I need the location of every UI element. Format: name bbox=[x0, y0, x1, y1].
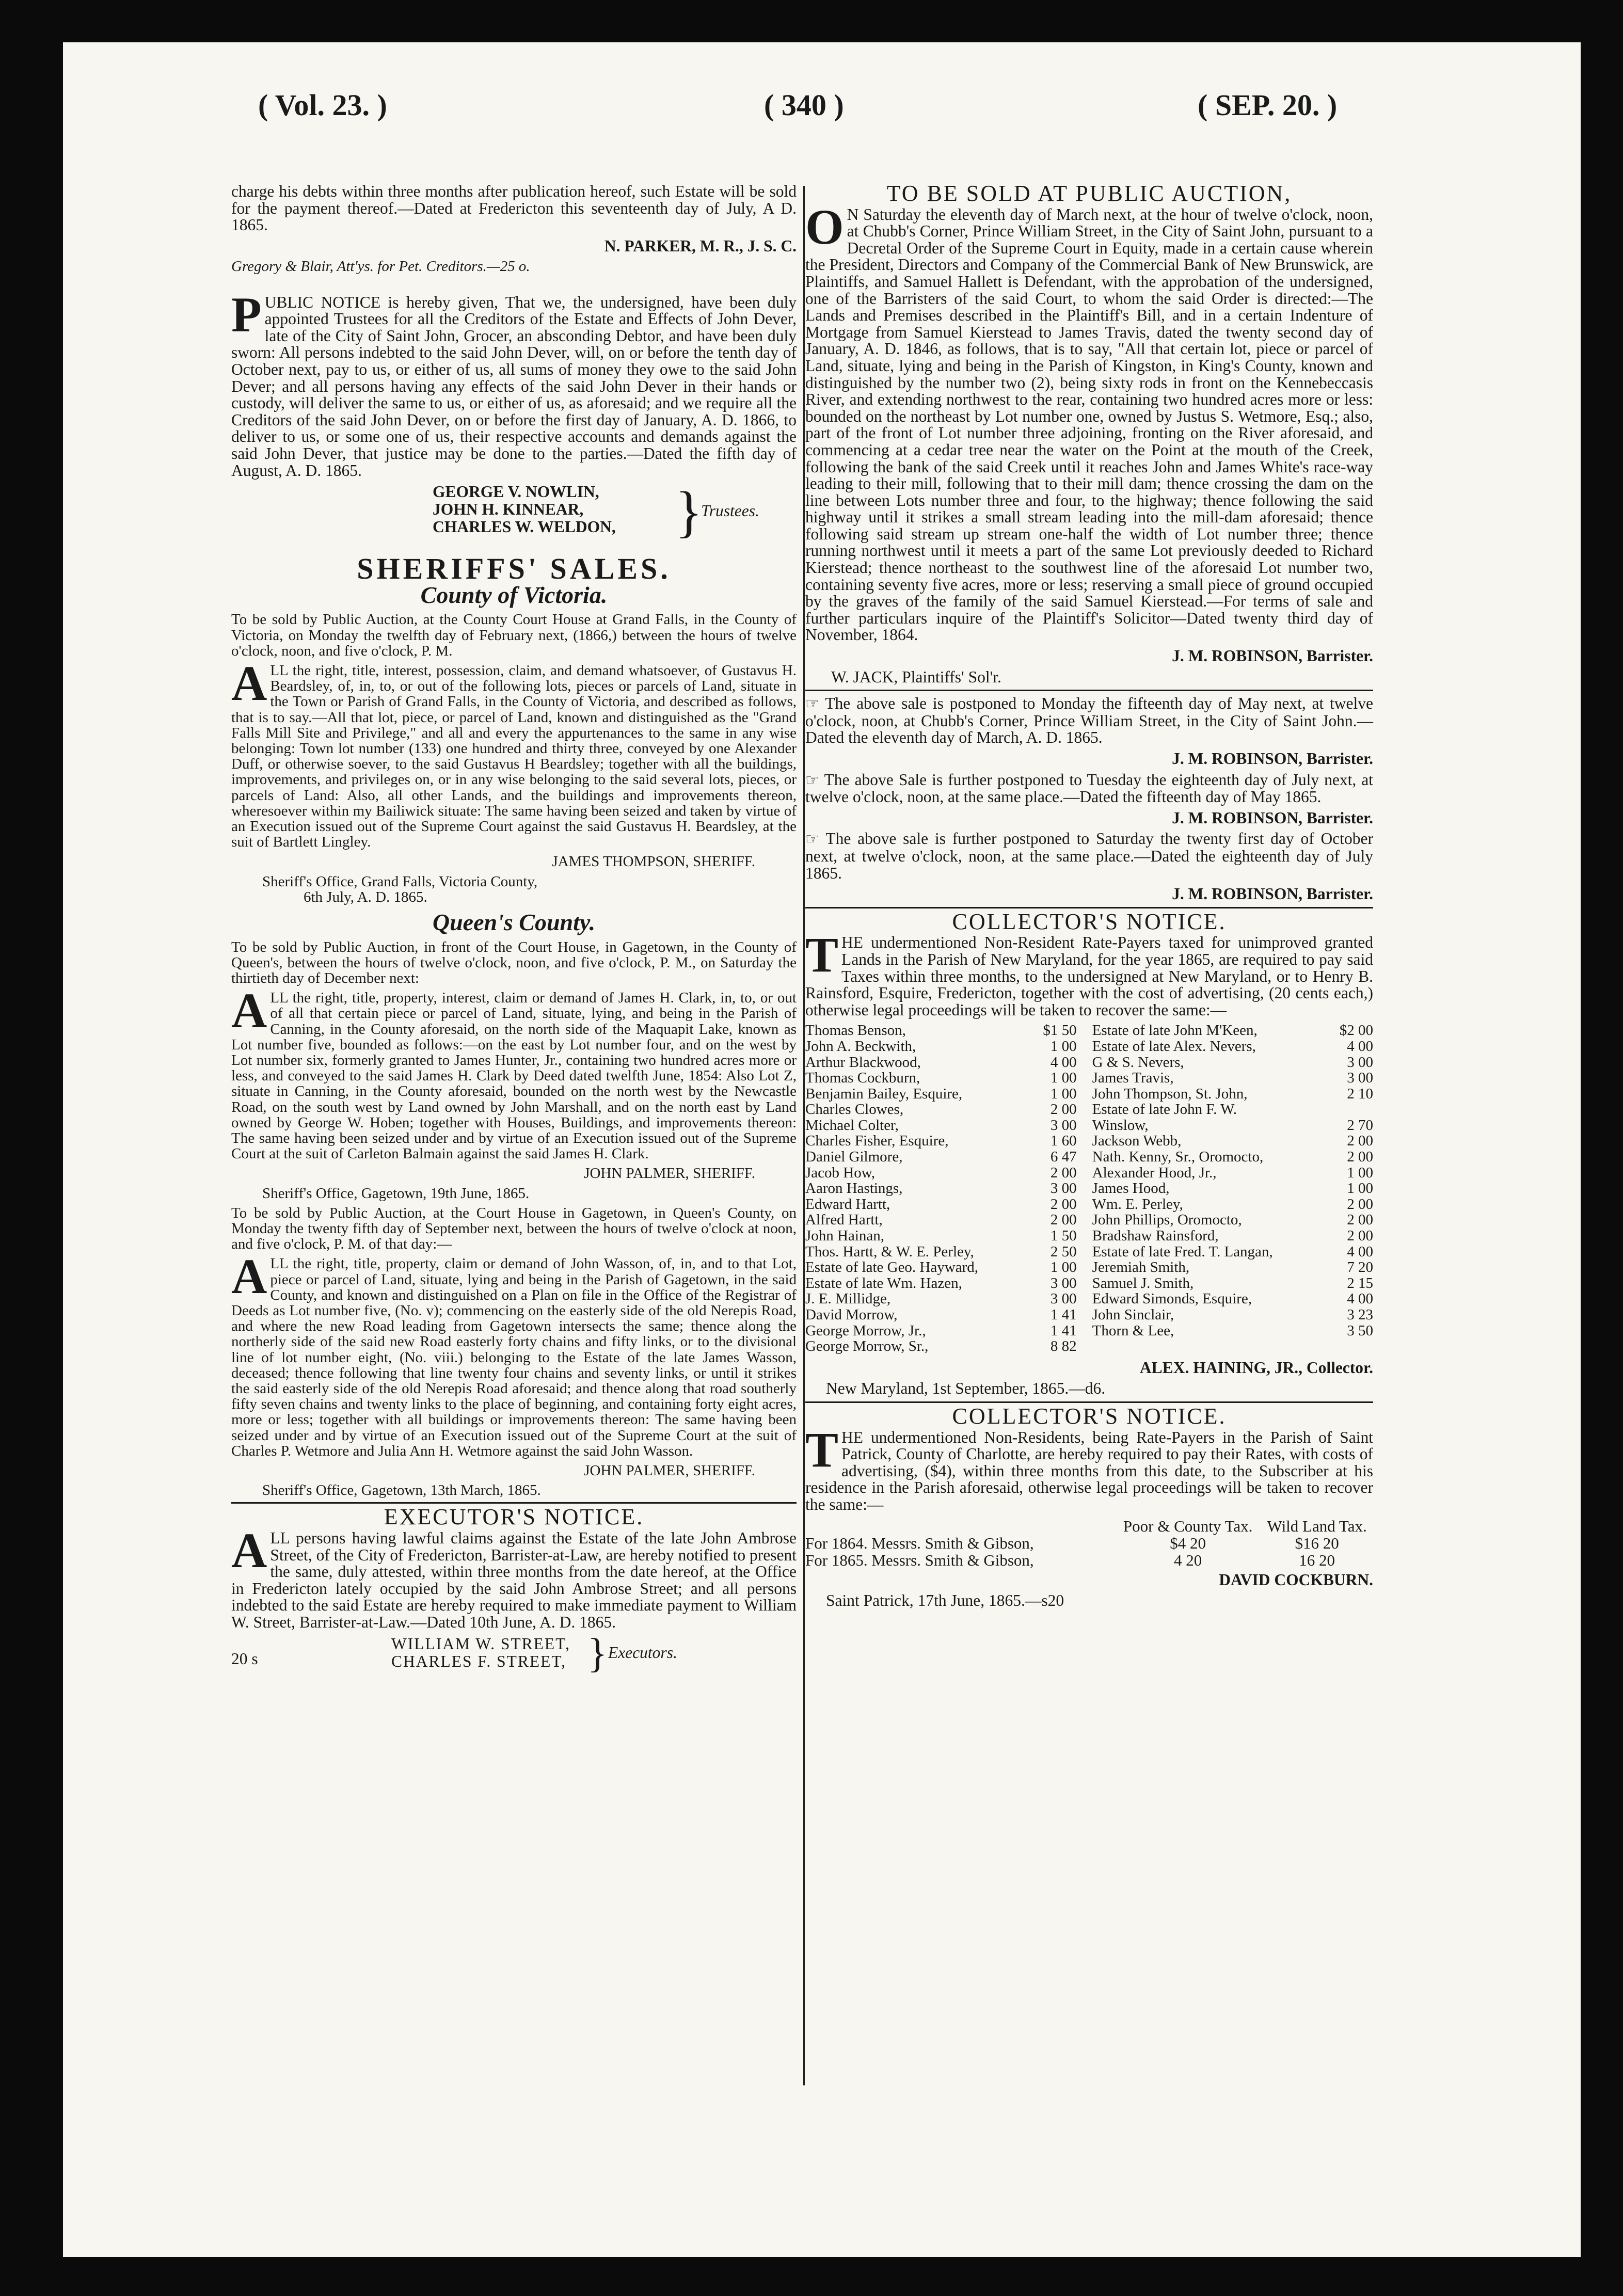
queens-sale2-body: ALL the right, title, property, claim or demand of John Wasson, of, in, and to that Lot, piece or parcel of Land, situate, lying and being in the Parish of Gagetown, in the said County, and known and distinguished on a Plan on file in the Office of the Registrar of Deeds as Lot number five, (No. v); commencing on the easterly side of the old Nerepis Road, and where the new Road leading from Gagetown intersects the same; thence along the northerly side of the said new Road easterly forty chains and fifty links, or to the divisional line of lot number eight, (No. viii.) belonging to the Estate of the late James Wasson, deceased; thence following that line twenty four chains and seventy links, or until it strikes the said easterly side of the old Nerepis Road aforesaid; and thence along that road southerly fifty seven chains and twenty links to the place of beginning, and containing forty eight acres, more or less; together with all buildings or improvements thereon: The same having been seized under and by virtue of an Execution issued out of the Supreme Court at the suit of Charles P. Wetmore and Julia Ann H. Wetmore against the said John Wasson. bbox=[231, 1249, 797, 1459]
tax-amount-cell: 1 00 bbox=[1050, 1070, 1077, 1087]
taxpayer-name-cell: John A. Beckwith, bbox=[805, 1038, 916, 1055]
taxpayer-name-cell: Samuel J. Smith, bbox=[1092, 1274, 1194, 1292]
collector-1-date: New Maryland, 1st September, 1865.—d6. bbox=[826, 1379, 1106, 1398]
tax-amount-cell: 1 00 bbox=[1347, 1180, 1373, 1197]
taxpayer-name-cell: Charles Fisher, Esquire, bbox=[805, 1133, 949, 1150]
tax-amount-cell bbox=[1316, 1102, 1373, 1118]
table-row bbox=[805, 1535, 1373, 1552]
table-spacer bbox=[1077, 1070, 1092, 1086]
victoria-sheriff-office: Sheriff's Office, Grand Falls, Victoria County, bbox=[262, 873, 538, 890]
taxpayer-name-cell: Jackson Webb, bbox=[1092, 1133, 1182, 1150]
tax-amount-cell: 3 00 bbox=[1050, 1290, 1077, 1308]
tax-amount-cell bbox=[1316, 1338, 1373, 1354]
saint-patrick-tax-table bbox=[805, 1518, 1373, 1569]
taxpayer-name-cell: Benjamin Bailey, Esquire, bbox=[805, 1085, 963, 1102]
table-row bbox=[805, 1228, 1373, 1244]
taxpayer-name-cell: Estate of late Geo. Hayward, bbox=[805, 1259, 978, 1276]
taxpayer-name-cell: Estate of late Wm. Hazen, bbox=[805, 1274, 962, 1292]
victoria-sale-intro: To be sold by Public Auction, at the County Court House at Grand Falls, in the County of Victoria, on Monday the twelfth day of February next, (1866,) between the hours of twelve o'clock, noon, and five o'clock, P. M. bbox=[231, 611, 797, 659]
table-row bbox=[805, 1197, 1373, 1213]
tax-amount-cell: 6 47 bbox=[1050, 1149, 1077, 1166]
tax-amount-cell: 1 41 bbox=[1050, 1306, 1077, 1323]
taxpayer-name-cell: George Morrow, Jr., bbox=[805, 1322, 926, 1339]
tax-amount-cell: 4 00 bbox=[1347, 1038, 1373, 1055]
parker-signature: N. PARKER, M. R., J. S. C. bbox=[604, 236, 797, 255]
table-spacer bbox=[1077, 1259, 1092, 1275]
table-spacer bbox=[1077, 1055, 1092, 1071]
divider bbox=[805, 690, 1373, 691]
taxpayer-name-cell: James Travis, bbox=[1092, 1070, 1174, 1087]
taxpayer-name-cell: Thos. Hartt, & W. E. Perley, bbox=[805, 1243, 974, 1260]
taxpayer-name-cell: Thorn & Lee, bbox=[1092, 1322, 1174, 1339]
table-spacer bbox=[1077, 1181, 1092, 1197]
executor-notice-code: 20 s bbox=[231, 1649, 258, 1668]
tax-amount-cell: 1 41 bbox=[1050, 1322, 1077, 1339]
dever-trustees-notice: PUBLIC NOTICE is hereby given, That we, the undersigned, have been duly appointed Trustees for all the Creditors of the Estate and Effects of John Dever, late of the City of Saint John, Grocer, an absconding Debtor, and have been duly sworn: All persons indebted to the said John Dever, will, on or before the tenth day of October next, pay to us, or either of us, all sums of money they owe to the said John Dever; and all persons having any effects of the said John Dever in their hands or custody, will deliver the same to us, or either of us, as aforesaid; and we require all the Creditors of the said John Dever, on or before the first day of January, A. D. 1866, to deliver to us, or some one of us, their respective accounts and demands against the said John Dever, that justice may be done to the parties.—Dated the fifth day of August, A. D. 1865. bbox=[231, 286, 797, 480]
table-spacer bbox=[1077, 1165, 1092, 1181]
tax-amount-cell: 7 20 bbox=[1347, 1259, 1373, 1276]
tax-amount-cell: $2 00 bbox=[1339, 1022, 1373, 1039]
parker-attorneys: Gregory & Blair, Att'ys. for Pet. Creditors.—25 o. bbox=[231, 258, 530, 275]
taxpayer-name-cell: Thomas Cockburn, bbox=[805, 1070, 920, 1087]
queens-sale1-intro: To be sold by Public Auction, in front of the Court House, in Gagetown, in the County of Queen's, between the hours of twelve o'clock, noon, and five o'clock, P. M., on Saturday the thirtieth day of December next: bbox=[231, 938, 797, 986]
taxpayer-name-cell: G & S. Nevers, bbox=[1092, 1054, 1184, 1071]
pointing-hand-icon: ☞ bbox=[805, 695, 825, 713]
queens-sale1-body: ALL the right, title, property, interest, claim or demand of James H. Clark, in, to, or out of all that certain piece or parcel of Land, situate, lying, and being in the Parish of Canning, in the County aforesaid, on the north side of the Maquapit Lake, known as Lot number five, bounded as follows:—on the east by Lot number four, and on the west by Lot number six, formerly granted to James Hunter, Jr., containing two hundred acres more or less, and conveyed to the said James H. Clark by Deed dated twelfth June, 1854: Also Lot Z, situate in Canning, in the County aforesaid, bounded on the north west by the Newcastle Road, on the south west by Land owned by John Marshall, and on the north east by Land owned by George W. Hoben; together with Houses, Buildings, and improvements thereon: The same having been seized under and by virtue of an Execution issued out of the Supreme Court at the suit of Carleton Balmain against the said James H. Clark. bbox=[231, 983, 797, 1162]
tax-amount-cell: 4 00 bbox=[1050, 1054, 1077, 1071]
tax-amount-cell: 1 00 bbox=[1050, 1085, 1077, 1102]
tax-amount-cell: 1 00 bbox=[1347, 1164, 1373, 1181]
table-cell: 4 20 bbox=[1174, 1551, 1202, 1569]
table-cell: $4 20 bbox=[1170, 1534, 1206, 1552]
county-victoria-heading: County of Victoria. bbox=[420, 581, 608, 608]
taxpayer-name-cell: Michael Colter, bbox=[805, 1117, 899, 1134]
taxpayer-name-cell: Thomas Benson, bbox=[805, 1022, 906, 1039]
table-spacer bbox=[1077, 1197, 1092, 1213]
table-row bbox=[805, 1181, 1373, 1197]
taxpayer-name-cell: John Sinclair, bbox=[1092, 1306, 1174, 1323]
collector-notice-2-body: THE undermentioned Non-Residents, being Rate-Payers in the Parish of Saint Patrick, County of Charlotte, are hereby required to pay their Rates, with costs of advertising, ($4), within three months from this date, to the Subscriber at his residence in the Parish aforesaid, otherwise legal proceedings will be taken to recover the same:— bbox=[805, 1422, 1373, 1513]
column-header: Poor & County Tax. bbox=[1123, 1517, 1253, 1535]
table-row bbox=[805, 1039, 1373, 1055]
table-row bbox=[805, 1307, 1373, 1323]
tax-amount-cell: 3 00 bbox=[1347, 1070, 1373, 1087]
tax-amount-cell: 2 00 bbox=[1050, 1195, 1077, 1213]
tax-amount-cell: 1 50 bbox=[1050, 1227, 1077, 1245]
taxpayer-name-cell: Jacob How, bbox=[805, 1164, 876, 1181]
tax-amount-cell: 4 00 bbox=[1347, 1243, 1373, 1260]
queens-sale2-office: Sheriff's Office, Gagetown, 13th March, 1865. bbox=[262, 1482, 541, 1499]
volume-header: ( Vol. 23. ) bbox=[258, 88, 387, 122]
pointing-hand-icon: ☞ bbox=[805, 831, 826, 848]
taxpayer-name-cell: John Phillips, Oromocto, bbox=[1092, 1211, 1242, 1229]
tax-amount-cell: 2 00 bbox=[1347, 1195, 1373, 1213]
table-cell: $16 20 bbox=[1295, 1534, 1339, 1552]
collector-notice-heading-1: COLLECTOR'S NOTICE. bbox=[952, 908, 1227, 934]
sheriffs-sales-heading: SHERIFFS' SALES. bbox=[357, 552, 671, 586]
table-row bbox=[805, 1552, 1373, 1569]
taxpayer-name-cell: David Morrow, bbox=[805, 1306, 898, 1323]
tax-amount-cell: $1 50 bbox=[1043, 1022, 1077, 1039]
victoria-sheriff-signature: JAMES THOMPSON, SHERIFF. bbox=[552, 853, 755, 870]
taxpayer-name-cell: Bradshaw Rainsford, bbox=[1092, 1227, 1219, 1245]
taxpayer-name-cell: Arthur Blackwood, bbox=[805, 1054, 921, 1071]
table-spacer bbox=[1077, 1118, 1092, 1134]
divider bbox=[805, 907, 1373, 908]
table-row bbox=[805, 1133, 1373, 1149]
table-row bbox=[805, 1323, 1373, 1339]
victoria-sale-body: ALL the right, title, interest, possession, claim, and demand whatsoever, of Gustavus H. Beardsley, of, in, to, or out of the following lots, pieces or parcels of Land, situate in the Town or Parish of Grand Falls, in the County of Victoria, and described as follows, that is to say.—All that lot, piece, or parcel of Land, known and distinguished as the "Grand Falls Mill Site and Privilege," and all and every the appurtenances to the same in any wise belonging: Town lot number (133) one hundred and thirty three, conveyed by one Alexander Duff, or otherwise soever, to the said Gustavus H Beardsley; together with all the buildings, improvements, and privileges on, or in any wise belonging to the said several lots, pieces, or parcels of Land: Also, all other Lands, and the buildings and improvements thereon, wheresoever within my Bailiwick situate: The same having been seized and taken by virtue of an Execution issued out of the Supreme Court against the said Gustavus H. Beardsley, at the suit of Bartlett Lingley. bbox=[231, 655, 797, 851]
tax-amount-cell: 2 00 bbox=[1347, 1149, 1373, 1166]
table-row bbox=[805, 1275, 1373, 1292]
table-spacer bbox=[1077, 1149, 1092, 1165]
taxpayer-name-cell: Daniel Gilmore, bbox=[805, 1149, 903, 1166]
collector-1-signature: ALEX. HAINING, JR., Collector. bbox=[1139, 1358, 1373, 1377]
taxpayer-name-cell: Alexander Hood, Jr., bbox=[1092, 1164, 1217, 1181]
tax-amount-cell: 2 00 bbox=[1050, 1164, 1077, 1181]
table-row bbox=[805, 1086, 1373, 1102]
postponement-3-signature: J. M. ROBINSON, Barrister. bbox=[1172, 885, 1373, 903]
queens-sale2-signature: JOHN PALMER, SHERIFF. bbox=[584, 1462, 755, 1479]
postponement-1-signature: J. M. ROBINSON, Barrister. bbox=[1172, 750, 1373, 768]
table-spacer bbox=[1077, 1323, 1092, 1339]
taxpayer-name-cell: Estate of late John M'Keen, bbox=[1092, 1022, 1258, 1039]
table-row bbox=[805, 1070, 1373, 1086]
tax-amount-cell: 1 00 bbox=[1050, 1038, 1077, 1055]
tax-amount-cell: 3 00 bbox=[1050, 1117, 1077, 1134]
right-column bbox=[805, 183, 1373, 1614]
taxpayer-name-cell: Charles Clowes, bbox=[805, 1101, 904, 1118]
collector-2-signature: DAVID COCKBURN. bbox=[1219, 1570, 1373, 1589]
executors-label: Executors. bbox=[608, 1643, 677, 1662]
executors-notice-body: ALL persons having lawful claims against the Estate of the late John Ambrose Street, of the City of Fredericton, Barrister-at-Law, are hereby notified to present the same, duly attested, within three months from the date hereof, at the Office in Fredericton lately occupied by the said John Ambrose Street; and all persons indebted to the said Estate are hereby required to make immediate payment to William W. Street, Barrister-at-Law.—Dated 10th June, A. D. 1865. bbox=[231, 1523, 797, 1632]
taxpayer-name-cell: George Morrow, Sr., bbox=[805, 1338, 929, 1355]
collector-2-date: Saint Patrick, 17th June, 1865.—s20 bbox=[826, 1591, 1064, 1610]
table-spacer bbox=[1077, 1228, 1092, 1244]
taxpayer-name-cell: Estate of late John F. W. bbox=[1092, 1101, 1237, 1118]
taxpayer-name-cell: Alfred Hartt, bbox=[805, 1211, 883, 1229]
tax-amount-cell: 3 23 bbox=[1347, 1306, 1373, 1323]
brace-glyph: } bbox=[587, 1630, 608, 1676]
table-spacer bbox=[1077, 1244, 1092, 1260]
table-spacer bbox=[1077, 1275, 1092, 1292]
tax-amount-cell: 2 00 bbox=[1050, 1101, 1077, 1118]
table-cell: For 1864. Messrs. Smith & Gibson, bbox=[805, 1534, 1034, 1552]
divider bbox=[231, 1502, 797, 1504]
table-row bbox=[805, 1118, 1373, 1134]
divider bbox=[805, 1401, 1373, 1403]
tax-amount-cell: 3 00 bbox=[1050, 1274, 1077, 1292]
table-spacer bbox=[1077, 1086, 1092, 1102]
tax-amount-cell: 2 00 bbox=[1347, 1227, 1373, 1245]
postponement-2-signature: J. M. ROBINSON, Barrister. bbox=[1172, 808, 1373, 827]
executor-name: CHARLES F. STREET, bbox=[391, 1652, 567, 1670]
table-spacer bbox=[1077, 1133, 1092, 1149]
queens-county-heading: Queen's County. bbox=[432, 908, 596, 935]
table-cell: 16 20 bbox=[1299, 1551, 1335, 1569]
parker-notice-text: charge his debts within three months after publication hereof, such Estate will be sold for the payment thereof.—Dated at Fredericton this seventeenth day of July, A D. 1865. bbox=[231, 182, 797, 234]
tax-amount-cell: 3 50 bbox=[1347, 1322, 1373, 1339]
auction-body: ON Saturday the eleventh day of March next, at the hour of twelve o'clock, noon, at Chubb's Corner, Prince William Street, in the City of Saint John, pursuant to a Decretal Order of the Supreme Court in Equity, made in a certain cause wherein the President, Directors and Company of the Commercial Bank of New Brunswick, are Plaintiffs, and Samuel Hallett is Defendant, with the approbation of the undersigned, one of the Barristers of the said Court, to whom the said Order is directed:—The Lands and Premises described in the Plaintiff's Bill, and in a certain Indenture of Mortgage from Samuel Kierstead to James Travis, dated the twenty second day of January, A. D. 1846, as follows, that is to say, "All that certain lot, piece or parcel of Land, situate, lying and being in the Parish of Kingston, in King's County, known and distinguished by the number two (2), being sixty rods in front on the Kennebeccasis River, and extending northwest to the rear, containing two hundred acres more or less: bounded on the northeast by Lot number one, owned by Justus S. Wetmore, Esq.; also, part of the front of Lot number three adjoining, fronting on the River aforesaid, and commencing at a cedar tree near the water on the Point at the mouth of the Creek, following the bank of the said Creek until it reaches John and James White's race-way leading to their mill, following that to their mill dam; thence crossing the dam on the line between Lots number three and four, to the highway; thence following the said highway until it strikes a small stream leading into the mill-dam aforesaid; thence following said stream up stream one-half the width of Lot number three; thence running northwest until it meets a part of the same Lot previously deeded to Richard Kierstead; thence northeast to the southwest line of the aforesaid Lot number two, containing seventy five acres, more or less; reserving a small piece of ground occupied by the graves of the family of the said Samuel Kierstead.—For terms of sale and further particulars inquire of the Plaintiff's Solicitor—Dated twenty third day of November, 1864. bbox=[805, 199, 1373, 644]
taxpayer-name-cell: Nath. Kenny, Sr., Oromocto, bbox=[1092, 1149, 1264, 1166]
taxpayer-name-cell: Estate of late Alex. Nevers, bbox=[1092, 1038, 1256, 1055]
tax-amount-cell: 2 00 bbox=[1050, 1211, 1077, 1229]
brace-glyph: } bbox=[675, 480, 703, 544]
trustee-name: GEORGE V. NOWLIN, bbox=[433, 483, 599, 501]
taxpayer-name-cell: Edward Hartt, bbox=[805, 1195, 890, 1213]
tax-amount-cell: 2 10 bbox=[1347, 1085, 1373, 1102]
pointing-hand-icon: ☞ bbox=[805, 771, 824, 789]
tax-amount-cell: 3 00 bbox=[1347, 1054, 1373, 1071]
table-row bbox=[805, 1165, 1373, 1181]
page-number-header: ( 340 ) bbox=[764, 88, 844, 122]
tax-amount-cell: 2 15 bbox=[1347, 1274, 1373, 1292]
new-maryland-tax-table bbox=[805, 1023, 1373, 1354]
trustees-label: Trustees. bbox=[701, 502, 759, 520]
table-spacer bbox=[1077, 1023, 1092, 1039]
executor-name: WILLIAM W. STREET, bbox=[391, 1634, 570, 1653]
table-spacer bbox=[1077, 1102, 1092, 1118]
queens-sale2-intro: To be sold by Public Auction, at the Court House in Gagetown, in Queen's County, on Monday the twenty fifth day of September next, between the hours of twelve o'clock at noon, and five o'clock, P. M. of that day:— bbox=[231, 1204, 797, 1253]
taxpayer-name-cell: Edward Simonds, Esquire, bbox=[1092, 1290, 1252, 1308]
table-row bbox=[805, 1023, 1373, 1039]
taxpayer-name-cell: John Hainan, bbox=[805, 1227, 885, 1245]
taxpayer-name-cell: Estate of late Fred. T. Langan, bbox=[1092, 1243, 1273, 1260]
postponement-notice-3: ☞ The above sale is further postponed to Saturday the twenty first day of October next, at twelve o'clock, noon, at the same place.—Dated the eighteenth day of July 1865. bbox=[805, 830, 1373, 882]
table-header-row bbox=[805, 1518, 1373, 1535]
table-spacer bbox=[1077, 1307, 1092, 1323]
postponement-notice-2: ☞ The above Sale is further postponed to Tuesday the eighteenth day of July next, at twelve o'clock, noon, at the same place.—Dated the fifteenth day of May 1865. bbox=[805, 770, 1373, 806]
table-spacer bbox=[1077, 1291, 1092, 1307]
taxpayer-name-cell: Aaron Hastings, bbox=[805, 1180, 903, 1197]
table-cell: For 1865. Messrs. Smith & Gibson, bbox=[805, 1551, 1034, 1569]
victoria-sale-date: 6th July, A. D. 1865. bbox=[304, 888, 427, 905]
queens-sale1-signature: JOHN PALMER, SHERIFF. bbox=[584, 1165, 755, 1182]
tax-amount-cell: 2 00 bbox=[1347, 1133, 1373, 1150]
executors-block bbox=[231, 1630, 797, 1677]
table-row bbox=[805, 1291, 1373, 1307]
auction-signature: J. M. ROBINSON, Barrister. bbox=[1172, 647, 1373, 665]
tax-amount-cell: 2 50 bbox=[1050, 1243, 1077, 1260]
executors-notice-heading: EXECUTOR'S NOTICE. bbox=[384, 1504, 644, 1530]
auction-heading: TO BE SOLD AT PUBLIC AUCTION, bbox=[886, 181, 1292, 206]
tax-amount-cell: 1 00 bbox=[1050, 1259, 1077, 1276]
trustee-name: JOHN H. KINNEAR, bbox=[433, 500, 584, 519]
tax-amount-cell: 3 00 bbox=[1050, 1180, 1077, 1197]
table-spacer bbox=[1077, 1338, 1092, 1354]
auction-solicitor: W. JACK, Plaintiffs' Sol'r. bbox=[831, 667, 1001, 686]
date-header: ( SEP. 20. ) bbox=[1198, 88, 1338, 122]
table-row bbox=[805, 1244, 1373, 1260]
column-header: Wild Land Tax. bbox=[1267, 1517, 1367, 1535]
tax-amount-cell: 2 70 bbox=[1347, 1117, 1373, 1134]
postponement-notice-1: ☞ The above sale is postponed to Monday the fifteenth day of May next, at twelve o'clock, noon, at Chubb's Corner, Prince William Street, in the City of Saint John.—Dated the eleventh day of March, A. D. 1865. bbox=[805, 694, 1373, 747]
table-row bbox=[805, 1102, 1373, 1118]
taxpayer-name-cell: Winslow, bbox=[1092, 1117, 1149, 1134]
table-spacer bbox=[1077, 1039, 1092, 1055]
table-row bbox=[805, 1149, 1373, 1165]
collector-notice-heading-2: COLLECTOR'S NOTICE. bbox=[952, 1403, 1227, 1429]
table-row bbox=[805, 1259, 1373, 1275]
trustees-block bbox=[231, 480, 797, 545]
taxpayer-name-cell: J. E. Millidge, bbox=[805, 1290, 891, 1308]
taxpayer-name-cell: Jeremiah Smith, bbox=[1092, 1259, 1190, 1276]
table-row bbox=[805, 1338, 1373, 1354]
taxpayer-name-cell: James Hood, bbox=[1092, 1180, 1170, 1197]
taxpayer-name-cell bbox=[1092, 1338, 1316, 1354]
left-column bbox=[231, 183, 797, 1677]
tax-amount-cell: 1 60 bbox=[1050, 1133, 1077, 1150]
queens-sale1-office: Sheriff's Office, Gagetown, 19th June, 1865. bbox=[262, 1185, 530, 1202]
table-row bbox=[805, 1212, 1373, 1228]
table-row bbox=[805, 1055, 1373, 1071]
tax-amount-cell: 4 00 bbox=[1347, 1290, 1373, 1308]
collector-notice-1-body: THE undermentioned Non-Resident Rate-Payers taxed for unimproved granted Lands in the Parish of New Maryland, for the year 1865, are required to pay said Taxes within three months, to the undersigned at New Maryland, or to Henry B. Rainsford, Esquire, Fredericton, together with the cost of advertising, (20 cents each,) otherwise legal proceedings will be taken to recover the same:— bbox=[805, 927, 1373, 1019]
trustee-name: CHARLES W. WELDON, bbox=[433, 518, 616, 536]
taxpayer-name-cell: John Thompson, St. John, bbox=[1092, 1085, 1248, 1102]
column-divider bbox=[803, 186, 805, 2085]
taxpayer-name-cell: Wm. E. Perley, bbox=[1092, 1195, 1183, 1213]
tax-amount-cell: 8 82 bbox=[1050, 1338, 1077, 1355]
table-spacer bbox=[1077, 1212, 1092, 1228]
tax-amount-cell: 2 00 bbox=[1347, 1211, 1373, 1229]
